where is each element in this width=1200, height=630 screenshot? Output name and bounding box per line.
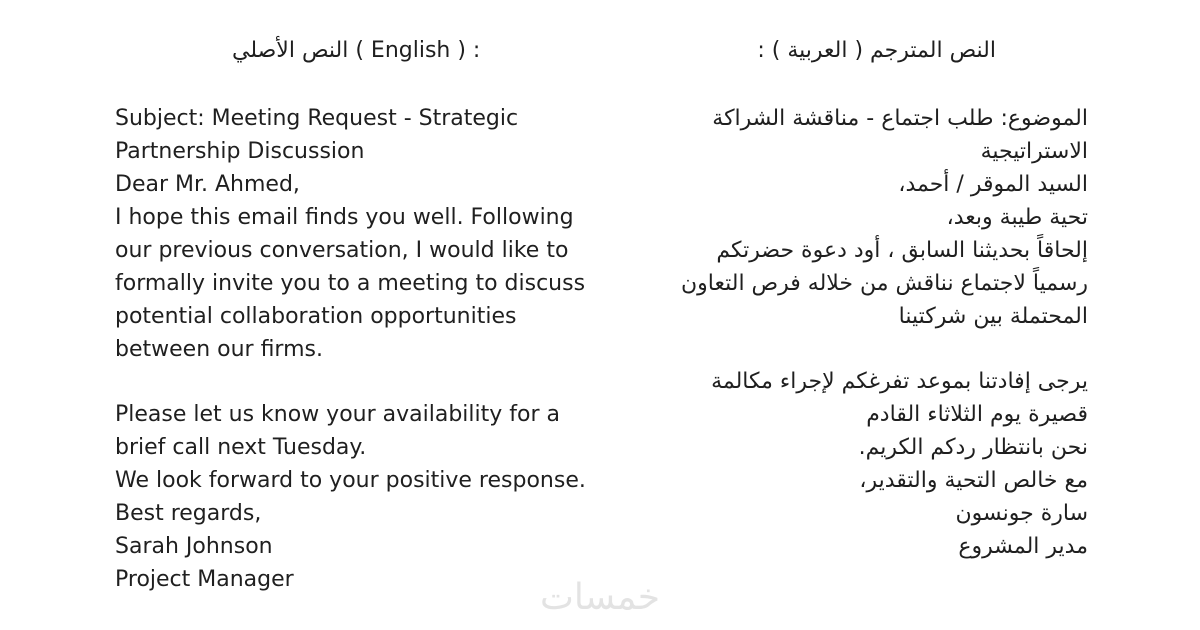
arabic-sender-name: سارة جونسون: [955, 501, 1088, 526]
english-request-line-1: Please let us know your availability for a: [115, 402, 560, 427]
arabic-subject-line-1: الموضوع: طلب اجتماع - مناقشة الشراكة: [712, 106, 1088, 131]
arabic-regards: مع خالص التحية والتقدير،: [859, 468, 1088, 493]
english-sender-title: Project Manager: [115, 567, 294, 592]
english-body-line-3: formally invite you to a meeting to discuss: [115, 271, 586, 296]
arabic-sender-title: مدير المشروع: [958, 534, 1088, 559]
paragraph-gap: [628, 333, 1088, 365]
arabic-closing: نحن بانتظار ردكم الكريم.: [858, 435, 1088, 460]
english-body-line-5: between our firms.: [115, 337, 323, 362]
english-body-line-1: I hope this email finds you well. Following: [115, 205, 574, 230]
english-original-text: [115, 102, 635, 596]
arabic-translated-text: [628, 102, 1088, 563]
arabic-body-line-3: المحتملة بين شركتينا: [898, 304, 1088, 329]
arabic-request-line-2: قصيرة يوم الثلاثاء القادم: [866, 402, 1088, 427]
english-regards: Best regards,: [115, 501, 262, 526]
english-greeting: Dear Mr. Ahmed,: [115, 172, 300, 197]
english-body-line-2: our previous conversation, I would like to: [115, 238, 569, 263]
arabic-subject-line-2: الاستراتيجية: [980, 139, 1088, 164]
paragraph-gap: [115, 366, 635, 398]
english-request-line-2: brief call next Tuesday.: [115, 435, 367, 460]
english-closing: We look forward to your positive response.: [115, 468, 586, 493]
english-subject-line-2: Partnership Discussion: [115, 139, 365, 164]
translated-text-heading: النص المترجم ( العربية ) :: [757, 38, 996, 63]
khamsat-watermark: خمسات: [539, 577, 661, 618]
arabic-body-line-2: رسمياً لاجتماع نناقش من خلاله فرص التعاون: [681, 271, 1088, 296]
english-subject-line-1: Subject: Meeting Request - Strategic: [115, 106, 519, 131]
arabic-request-line-1: يرجى إفادتنا بموعد تفرغكم لإجراء مكالمة: [711, 369, 1088, 394]
arabic-salutation: تحية طيبة وبعد،: [946, 205, 1088, 230]
arabic-body-line-1: إلحاقاً بحديثنا السابق ، أود دعوة حضرتكم: [716, 238, 1088, 263]
arabic-greeting: السيد الموقر / أحمد،: [898, 172, 1088, 197]
english-body-line-4: potential collaboration opportunities: [115, 304, 517, 329]
original-text-heading: النص الأصلي ( English ) :: [232, 38, 481, 63]
english-sender-name: Sarah Johnson: [115, 534, 273, 559]
